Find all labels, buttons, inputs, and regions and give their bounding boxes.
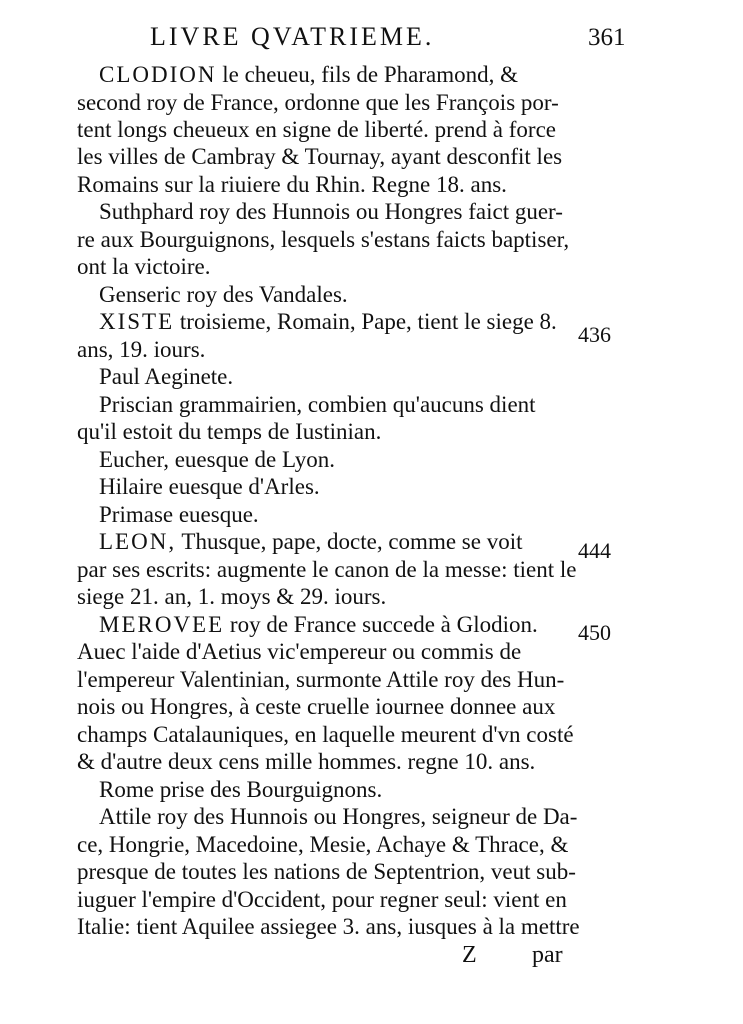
year-436: 436 bbox=[578, 322, 611, 347]
line-text: le cheueu, fils de Pharamond, & bbox=[216, 62, 518, 87]
line-text: Paul Aeginete. bbox=[99, 364, 234, 389]
text-line bbox=[99, 200, 563, 223]
line-text: ont la victoire. bbox=[77, 254, 211, 279]
line-text: troisieme, Romain, Pape, tient le siege 8. bbox=[174, 309, 557, 334]
line-text: champs Catalauniques, en laquelle meurent d'vn costé bbox=[77, 722, 574, 747]
text-line bbox=[77, 585, 386, 608]
text-line bbox=[77, 228, 569, 251]
line-text: nois ou Hongres, à ceste cruelle iournee donnee aux bbox=[77, 694, 556, 719]
text-line bbox=[99, 448, 335, 471]
text-line bbox=[77, 860, 576, 883]
text-line bbox=[99, 365, 233, 388]
text-line bbox=[99, 283, 348, 306]
text-line bbox=[77, 915, 580, 938]
line-text: l'empereur Valentinian, surmonte Attile roy des Hun- bbox=[77, 667, 565, 692]
text-line bbox=[99, 393, 536, 416]
text-line bbox=[77, 255, 211, 278]
text-line bbox=[77, 695, 555, 718]
entry-name-caps: MEROVEE bbox=[99, 612, 225, 637]
line-text: Priscian grammairien, combien qu'aucuns dient bbox=[99, 392, 536, 417]
text-line bbox=[77, 668, 564, 691]
line-text: Eucher, euesque de Lyon. bbox=[99, 447, 336, 472]
line-text: Thusque, pape, docte, comme se voit bbox=[176, 529, 523, 554]
running-title: LIVRE QVATRIEME. bbox=[150, 22, 435, 51]
text-line bbox=[99, 613, 538, 636]
text-line bbox=[99, 503, 259, 526]
entry-name-caps: XISTE bbox=[99, 309, 175, 334]
text-line bbox=[99, 805, 577, 828]
text-line bbox=[77, 118, 556, 141]
text-line bbox=[99, 310, 557, 333]
year-450: 450 bbox=[578, 620, 611, 645]
line-text: re aux Bourguignons, lesquels s'estans faicts baptiser, bbox=[77, 227, 570, 252]
text-line bbox=[77, 91, 559, 114]
line-text: Hilaire euesque d'Arles. bbox=[99, 474, 320, 499]
text-line bbox=[99, 778, 382, 801]
text-line bbox=[77, 750, 535, 773]
text-line bbox=[77, 723, 574, 746]
text-line bbox=[99, 63, 518, 86]
line-text: Rome prise des Bourguignons. bbox=[99, 777, 383, 802]
line-text: Auec l'aide d'Aetius vic'empereur ou commis de bbox=[77, 639, 522, 664]
line-text: Primase euesque. bbox=[99, 502, 259, 527]
text-line bbox=[77, 888, 567, 911]
text-line bbox=[77, 420, 381, 443]
text-line bbox=[77, 338, 205, 361]
line-text: second roy de France, ordonne que les François por- bbox=[77, 90, 559, 115]
signature-mark: Z bbox=[462, 942, 477, 968]
line-text: iuguer l'empire d'Occident, pour regner seul: vient en bbox=[77, 887, 567, 912]
line-text: ans, 19. iours. bbox=[77, 337, 206, 362]
text-line bbox=[77, 558, 576, 581]
line-text: tent longs cheueux en signe de liberté. prend à force bbox=[77, 117, 556, 142]
line-text: ce, Hongrie, Macedoine, Mesie, Achaye & Thrace, & bbox=[77, 832, 569, 857]
text-line bbox=[77, 833, 568, 856]
line-text: Italie: tient Aquilee assiegee 3. ans, iusques à la mettre bbox=[77, 914, 580, 939]
line-text: Suthphard roy des Hunnois ou Hongres faict guer- bbox=[99, 199, 563, 224]
line-text: les villes de Cambray & Tournay, ayant desconfit les bbox=[77, 144, 563, 169]
line-text: qu'il estoit du temps de Iustinian. bbox=[77, 419, 382, 444]
text-line bbox=[77, 173, 507, 196]
line-text: Attile roy des Hunnois ou Hongres, seigneur de Da- bbox=[99, 804, 578, 829]
text-line bbox=[77, 640, 521, 663]
entry-name-caps: LEON, bbox=[99, 529, 177, 554]
text-line bbox=[99, 475, 320, 498]
line-text: Genseric roy des Vandales. bbox=[99, 282, 348, 307]
text-line bbox=[77, 145, 562, 168]
line-text: & d'autre deux cens mille hommes. regne 10. ans. bbox=[77, 749, 536, 774]
page-number: 361 bbox=[588, 24, 626, 51]
catchword: par bbox=[532, 942, 563, 968]
line-text: par ses escrits: augmente le canon de la messe: tient le bbox=[77, 557, 577, 582]
line-text: Romains sur la riuiere du Rhin. Regne 18. ans. bbox=[77, 172, 507, 197]
line-text: siege 21. an, 1. moys & 29. iours. bbox=[77, 584, 387, 609]
line-text: presque de toutes les nations de Septentrion, veut sub- bbox=[77, 859, 576, 884]
text-line bbox=[99, 530, 522, 553]
line-text: roy de France succede à Glodion. bbox=[224, 612, 538, 637]
year-444: 444 bbox=[578, 538, 611, 563]
entry-name-caps: CLODION bbox=[99, 62, 217, 87]
